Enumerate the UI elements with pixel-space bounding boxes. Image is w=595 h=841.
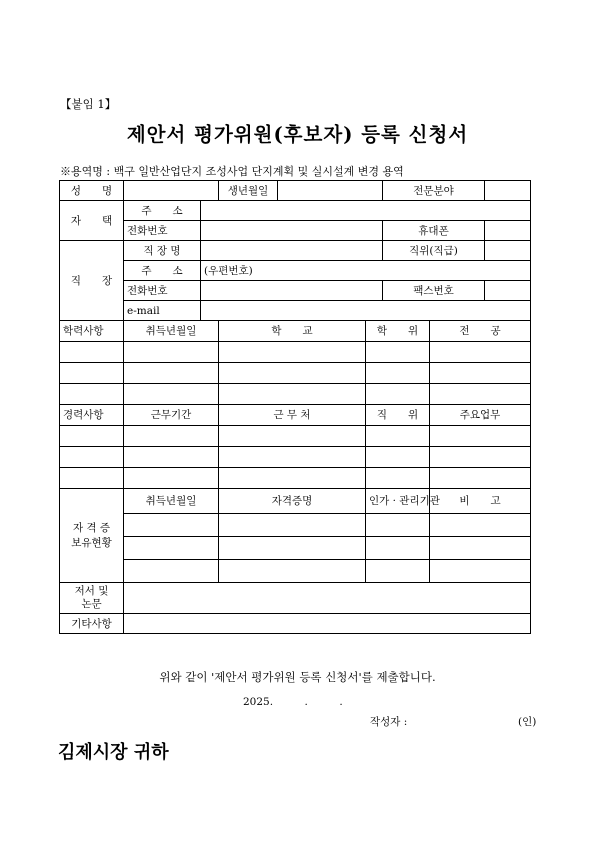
work-phone-label: 전화번호 [124,281,201,301]
career-label: 경력사항 [60,405,124,426]
home-label: 자 택 [60,201,124,241]
career-row [60,447,531,468]
fax-label: 팩스번호 [383,281,485,301]
work-phone-row [60,281,531,301]
certificate-label: 자 격 증 보유현황 [60,489,124,583]
certificate-header: 인가 · 관리기관 [366,489,430,514]
name-row [60,181,531,201]
email-row [60,301,531,321]
education-row [60,342,531,363]
work-address-field[interactable] [201,261,531,281]
education-header: 취득년월일 [124,321,219,342]
date-line: 2025. . . [243,696,343,708]
education-label: 학력사항 [60,321,124,342]
books-row [60,583,531,614]
work-address-row [60,261,531,281]
certificate-row [60,537,531,560]
career-row [60,426,531,447]
attachment-label: 【붙임 1】 [60,97,117,111]
career-header: 근 무 처 [219,405,366,426]
education-header: 전 공 [430,321,531,342]
home-address-row [60,201,531,221]
education-header: 학 교 [219,321,366,342]
certificate-header: 자격증명 [219,489,366,514]
position-field[interactable] [485,241,531,261]
home-address-label: 주 소 [124,201,201,221]
birth-label: 생년월일 [219,181,278,201]
fax-field[interactable] [485,281,531,301]
certificate-header: 비 고 [430,489,531,514]
specialty-field[interactable] [485,181,531,201]
career-header-row [60,405,531,426]
career-header: 직 위 [366,405,430,426]
education-row [60,384,531,405]
writer-label: 작성자 : [370,716,408,728]
position-label: 직위(직급) [383,241,485,261]
career-header: 근무기간 [124,405,219,426]
submit-statement: 위와 같이 '제안서 평가위원 등록 신청서'를 제출합니다. [159,670,436,684]
seal-mark: (인) [518,716,537,728]
books-field[interactable] [124,583,531,614]
education-row [60,363,531,384]
work-address-label: 주 소 [124,261,201,281]
name-label: 성 명 [60,181,124,201]
mobile-field[interactable] [485,221,531,241]
home-phone-label: 전화번호 [124,221,201,241]
misc-label: 기타사항 [60,614,124,634]
career-header: 주요업무 [430,405,531,426]
certificate-header-row [60,489,531,514]
page-title: 제안서 평가위원(후보자) 등록 신청서 [126,123,469,146]
home-phone-row [60,221,531,241]
work-phone-field[interactable] [201,281,383,301]
recipient: 김제시장 귀하 [58,742,169,763]
books-label: 저서 및 논문 [60,583,124,614]
work-label: 직 장 [60,241,124,321]
certificate-row [60,560,531,583]
career-row [60,468,531,489]
certificate-row [60,514,531,537]
postal-code-hint: (우편번호) [204,264,253,277]
home-phone-field[interactable] [201,221,383,241]
misc-row [60,614,531,634]
specialty-label: 전문분야 [383,181,485,201]
email-label: e-mail [124,301,201,321]
education-header-row [60,321,531,342]
application-form-table [59,180,531,634]
birth-field[interactable] [278,181,383,201]
service-name: ※용역명 : 백구 일반산업단지 조성사업 단지계획 및 실시설계 변경 용역 [60,165,404,178]
education-header: 학 위 [366,321,430,342]
certificate-header: 취득년월일 [124,489,219,514]
workplace-field[interactable] [201,241,383,261]
workplace-label: 직 장 명 [124,241,201,261]
workplace-row [60,241,531,261]
mobile-label: 휴대폰 [383,221,485,241]
name-field[interactable] [124,181,219,201]
email-field[interactable] [201,301,531,321]
home-address-field[interactable] [201,201,531,221]
misc-field[interactable] [124,614,531,634]
